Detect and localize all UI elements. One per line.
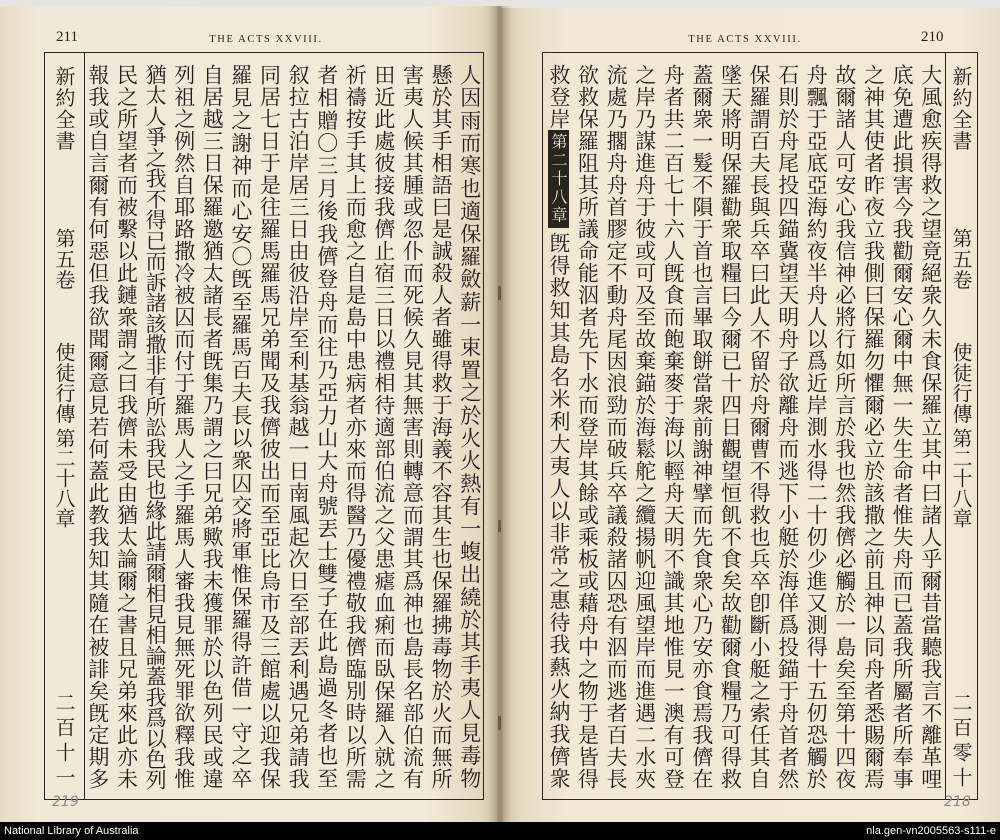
text-column: 自居越三日保羅邀猶太諸長者旣集乃謂之曰兄弟歟我未獲罪於以色列民或違 bbox=[200, 64, 225, 790]
text-column: 流處乃擱舟舟首膠定不動舟尾因浪勁而破兵卒議殺諸囚恐有泅而逃者百夫長 bbox=[604, 64, 629, 790]
item-identifier: nla.gen-vn2005563-s111-e bbox=[866, 825, 996, 837]
chapter-heading: 第二十八章 bbox=[548, 130, 569, 228]
text-column: 故爾諸人可安心我信神必將行如所言於我也然我儕必觸於一島矣至第十四夜 bbox=[832, 64, 857, 790]
margin-page-number: 二百十一 bbox=[52, 692, 76, 792]
text-column: 墜天將明保羅勸衆取糧曰今爾已十四日觀望恒飢不食矣故勸爾食糧乃可得救 bbox=[718, 64, 743, 790]
margin-book-title: 新約全書 bbox=[52, 66, 76, 152]
margin-volume: 第五卷 bbox=[949, 228, 973, 290]
margin-page-number: 二百零十 bbox=[949, 692, 973, 792]
library-name: National Library of Australia bbox=[4, 825, 139, 837]
text-column-after-heading: 旣得救知其島名米利大夷人以非常之惠待我爇火納我儕衆 bbox=[547, 232, 571, 790]
text-column: 列祖之例然自耶路撒冷被囚而付于羅馬人之手羅馬人審我見無死罪欲釋我惟 bbox=[171, 64, 196, 790]
text-column: 報我或自言爾有何惡但我欲聞爾意見若何蓋此教我知其隨在被誹矣旣定期多 bbox=[85, 64, 110, 790]
text-column: 者相贈〇三月後我儕登舟而往乃亞力山大舟號丟士雙子在此島過冬者也至 bbox=[314, 64, 339, 790]
margin-chapter: 第二十八章 bbox=[52, 428, 76, 528]
margin-book-title: 新約全書 bbox=[949, 66, 973, 152]
text-column: 羅見之謝神而心安〇旣至羅馬百夫長以衆囚交將軍惟保羅得許借一守之卒 bbox=[228, 64, 253, 790]
binding-thread bbox=[498, 286, 501, 300]
text-column: 猶太人爭之我不得已而訴諸該撒非有所訟我民也緣此請爾相見相論蓋我爲以色列 bbox=[143, 64, 168, 791]
text-column: 底免遭此損害今我勸爾安心爾中無一失生命者惟失舟而已蓋我所屬者所奉事 bbox=[890, 64, 915, 790]
text-column: 害夷人候其腫或忽仆而死候久見其無害則轉意而謂其爲神也島長名部伯流有 bbox=[400, 64, 425, 790]
text-column: 之岸乃謀進舟于彼或可及至故棄錨於海鬆舵之纜揚帆迎風望岸而進遇二水夾 bbox=[632, 64, 657, 790]
text-column: 田近此處彼接我儕止宿三日以禮相待適部伯流之父患瘧血痢而臥保羅入就之 bbox=[371, 64, 396, 790]
text-column: 人因雨而寒也適保羅斂薪一束置之於火火熱有一蝮出繞於其手夷人見毒物 bbox=[457, 64, 482, 790]
text-column: 蓋爾衆一髮不隕于首也言畢取餅當衆前謝神擘而先食衆心乃安亦食焉我儕在 bbox=[689, 64, 714, 790]
text-column: 叙拉古泊岸居三日由彼沿岸至利基翁越一日南風起次日至部丟利遇兄弟請我 bbox=[286, 64, 311, 790]
text-column: 同居七日于是往羅馬羅馬兄弟聞及我儕彼出而至亞比烏市及三館處以迎我保 bbox=[257, 64, 282, 790]
text-column: 民之所望者而被繫以此鏈衆謂之曰我儕未受由猶太論爾之書且兄弟來此亦未 bbox=[114, 64, 139, 790]
margin-divider-left bbox=[84, 52, 85, 800]
margin-divider-right bbox=[945, 52, 946, 800]
text-column: 大風愈疾得救之望竟絕衆久未食保羅立其中曰諸人乎爾昔當聽我言不離革哩 bbox=[918, 64, 943, 790]
text-column: 懸於其手相語曰是誠殺人者雖得救于海義不容其生也保羅拂毒物於火而無所 bbox=[429, 64, 454, 790]
text-column: 祈禱按手其上而愈之自是島中患病者亦來而得醫乃優禮敬我儕臨別時以所需 bbox=[343, 64, 368, 790]
text-column: 欲救保羅阻其所議命能泅者先下水而登岸其餘或乘板或藉舟中之物于是皆得 bbox=[575, 64, 600, 790]
margin-book-name: 使徒行傳 bbox=[949, 342, 973, 424]
text-column: 舟飄于亞底亞海約夜半舟人以爲近岸測水得二十仞少進又測得十五仞恐觸於 bbox=[804, 64, 829, 790]
library-footer bbox=[0, 822, 1000, 840]
handwritten-page-number-left: 219 bbox=[52, 794, 79, 810]
margin-chapter: 第二十八章 bbox=[949, 428, 973, 528]
running-head-right: THE ACTS XXVIII. bbox=[688, 34, 802, 45]
page-number-right: 210 bbox=[921, 29, 944, 45]
text-column: 舟者共二百七十六人旣食而飽棄麥于海以輕舟天明不識其地惟見一澳有可登 bbox=[661, 64, 686, 790]
binding-thread bbox=[498, 716, 501, 730]
text-column: 之神其使者昨夜立我側曰保羅勿懼爾必立於該撒之前且神以同舟者悉賜爾焉 bbox=[861, 64, 886, 790]
handwritten-page-number-right: 218 bbox=[944, 794, 971, 810]
book-gutter bbox=[488, 6, 512, 822]
binding-thread bbox=[498, 520, 501, 532]
text-column: 保羅謂百夫長與兵卒曰此人不留於舟爾曹不得救也兵卒卽斷小艇之索任其自 bbox=[747, 64, 772, 790]
running-head-left: THE ACTS XXVIII. bbox=[209, 34, 323, 45]
margin-book-name: 使徒行傳 bbox=[52, 342, 76, 424]
text-column: 石則於舟尾投四錨冀望天明舟子欲離舟而逃下小艇於海佯爲投錨于舟首者然 bbox=[775, 64, 800, 790]
text-column-before-heading: 救登岸 bbox=[547, 64, 571, 130]
margin-volume: 第五卷 bbox=[52, 228, 76, 290]
page-number-left: 211 bbox=[56, 29, 78, 45]
